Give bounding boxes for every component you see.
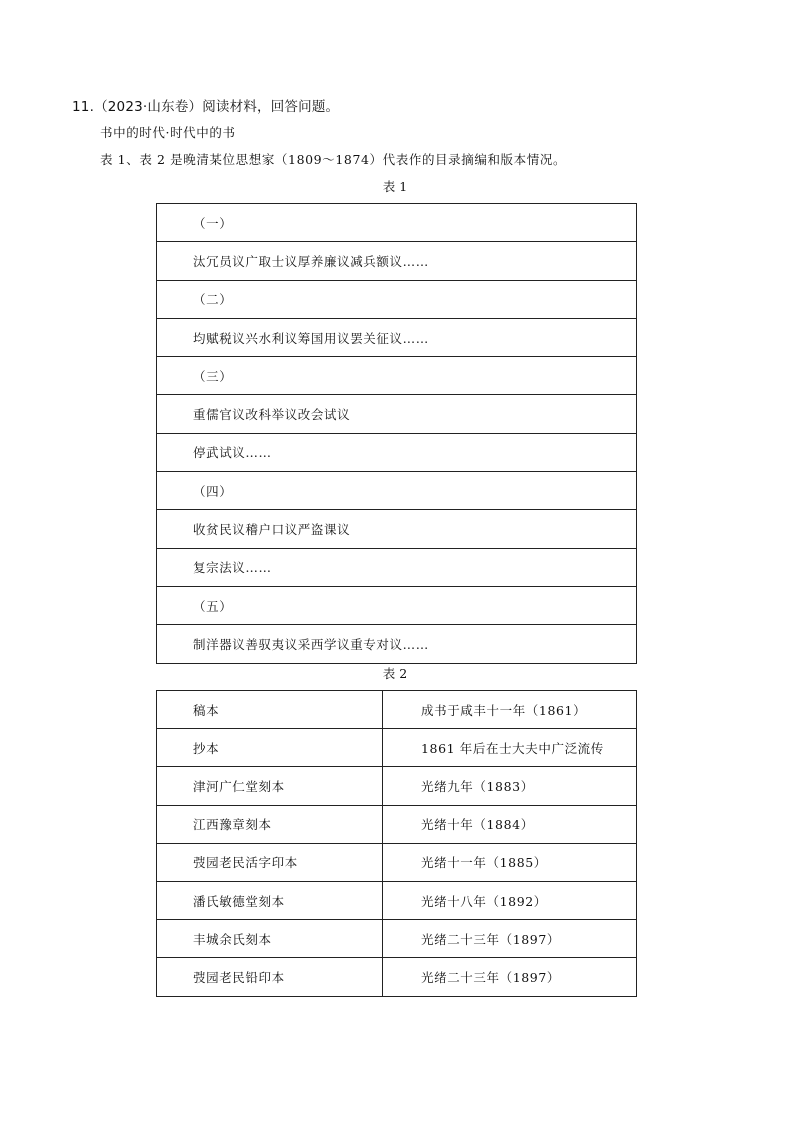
intro-line-2: 表 1、表 2 是晚清某位思想家（1809～1874）代表作的目录摘编和版本情况。 — [100, 152, 567, 167]
edition-cell: 江西豫章刻本 — [157, 805, 383, 843]
table-cell: 制洋器议善驭夷议采西学议重专对议…… — [157, 625, 637, 663]
table-row — [157, 881, 637, 919]
table-row — [157, 767, 637, 805]
info-cell: 光绪二十三年（1897） — [383, 920, 637, 958]
intro-line-1: 书中的时代·时代中的书 — [100, 125, 236, 140]
table-row — [157, 242, 637, 280]
question-title: 11.（2023·山东卷）阅读材料，回答问题。 — [72, 99, 340, 115]
table-cell: 收贫民议稽户口议严盗课议 — [157, 510, 637, 548]
edition-cell: 稿本 — [157, 691, 383, 729]
info-cell: 成书于咸丰十一年（1861） — [383, 691, 637, 729]
table-row — [157, 625, 637, 663]
edition-cell: 潘氏敏德堂刻本 — [157, 881, 383, 919]
table1 — [156, 203, 637, 664]
table-cell: 复宗法议…… — [157, 548, 637, 586]
edition-cell: 丰城余氏刻本 — [157, 920, 383, 958]
edition-cell: 弢园老民活字印本 — [157, 843, 383, 881]
table2 — [156, 690, 637, 997]
table-row — [157, 548, 637, 586]
info-cell: 光绪十年（1884） — [383, 805, 637, 843]
table-cell: （一） — [157, 204, 637, 242]
info-cell: 光绪十一年（1885） — [383, 843, 637, 881]
info-cell: 光绪二十三年（1897） — [383, 958, 637, 996]
edition-cell: 抄本 — [157, 729, 383, 767]
table-row — [157, 805, 637, 843]
table-cell: （五） — [157, 586, 637, 624]
table-row — [157, 510, 637, 548]
table-cell: 均赋税议兴水利议筹国用议罢关征议…… — [157, 318, 637, 356]
table-cell: （三） — [157, 357, 637, 395]
table-row — [157, 204, 637, 242]
edition-cell: 津河广仁堂刻本 — [157, 767, 383, 805]
table-row — [157, 280, 637, 318]
table-row — [157, 958, 637, 996]
table-row — [157, 920, 637, 958]
table-cell: 停武试议…… — [157, 433, 637, 471]
table-cell: （四） — [157, 472, 637, 510]
table-row — [157, 691, 637, 729]
table-cell: 汰冗员议广取士议厚养廉议减兵额议…… — [157, 242, 637, 280]
info-cell: 光绪九年（1883） — [383, 767, 637, 805]
info-cell: 光绪十八年（1892） — [383, 881, 637, 919]
table-cell: 重儒官议改科举议改会试议 — [157, 395, 637, 433]
table-row — [157, 843, 637, 881]
table-row — [157, 395, 637, 433]
table-cell: （二） — [157, 280, 637, 318]
table2-caption: 表 2 — [382, 666, 408, 681]
table-row — [157, 318, 637, 356]
table-row — [157, 357, 637, 395]
table1-caption: 表 1 — [382, 179, 408, 194]
table-row — [157, 586, 637, 624]
table-row — [157, 729, 637, 767]
table-row — [157, 472, 637, 510]
edition-cell: 弢园老民铅印本 — [157, 958, 383, 996]
info-cell: 1861 年后在士大夫中广泛流传 — [383, 729, 637, 767]
table-row — [157, 433, 637, 471]
